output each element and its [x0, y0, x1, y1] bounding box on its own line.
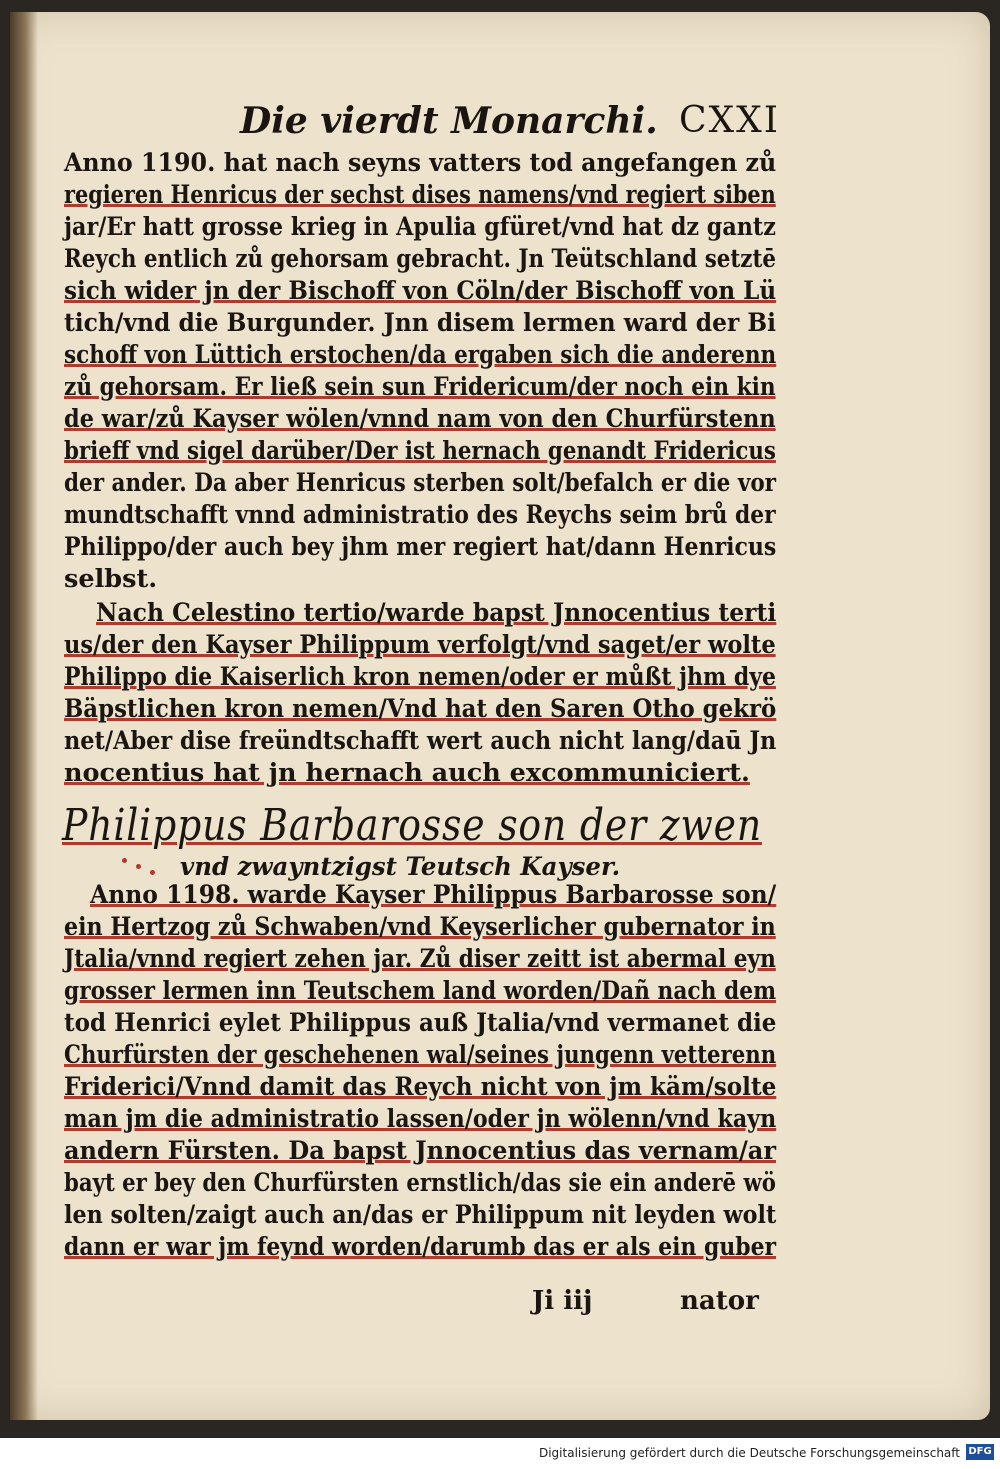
- text-line: der ander. Da aber Henricus sterben solt/befalch er die vor: [64, 468, 777, 498]
- text-line: Friderici/Vnnd damit das Reych nicht von jm käm/solte: [64, 1072, 777, 1102]
- text-line: brieff vnd sigel darüber/Der ist hernach genandt Fridericus: [64, 436, 776, 466]
- text-line: jar/Er hatt grosse krieg in Apulia gfüret/vnd hat dz gantz: [64, 212, 776, 242]
- text-line: schoff von Lüttich erstochen/da ergaben sich die anderenn: [64, 340, 777, 370]
- text-line: selbst.: [64, 564, 158, 594]
- footer-bar: [0, 1438, 1000, 1469]
- text-line: sich wider jn der Bischoff von Cöln/der Bischoff von Lü: [64, 276, 777, 306]
- text-line: Nach Celestino tertio/warde bapst Jnnocentius terti: [96, 598, 777, 628]
- dfg-logo-icon: DFG: [966, 1444, 994, 1460]
- text-line: bayt er bey den Churfürsten ernstlich/das sie ein anderē wö: [64, 1168, 776, 1198]
- text-line: tod Henrici eylet Philippus auß Jtalia/vnd vermanet die: [64, 1008, 777, 1038]
- text-line: Anno 1198. warde Kayser Philippus Barbarosse son/: [90, 880, 777, 910]
- catchword: nator: [680, 1286, 759, 1316]
- text-line: de war/zů Kayser wölen/vnnd nam von den Churfürstenn: [64, 404, 776, 434]
- red-ink-dot: [136, 864, 141, 869]
- text-line: len solten/zaigt auch an/das er Philippum nit leyden wolt: [64, 1200, 777, 1230]
- text-line: Jtalia/vnnd regiert zehen jar. Zů diser zeitt ist abermal eyn: [64, 944, 776, 974]
- folio-number: CXXI: [678, 100, 780, 141]
- text-line: Philippo/der auch bey jhm mer regiert hat/dann Henricus: [64, 532, 777, 562]
- funding-credit: Digitalisierung gefördert durch die Deutsche Forschungsgemeinschaft: [538, 1446, 960, 1460]
- text-line: ein Hertzog zů Schwaben/vnd Keyserlicher gubernator in: [64, 912, 776, 942]
- running-header: [240, 100, 780, 150]
- text-line: dann er war jm feynd worden/darumb das er als ein guber: [64, 1232, 777, 1262]
- text-line: us/der den Kayser Philippum verfolgt/vnd saget/er wolte: [64, 630, 776, 660]
- text-line: net/Aber dise freündtschafft wert auch nicht lang/daū Jn: [64, 726, 777, 756]
- text-line: man jm die administratio lassen/oder jn wölenn/vnd kayn: [64, 1104, 777, 1134]
- text-line: mundtschafft vnnd administratio des Reychs seim brů der: [64, 500, 776, 530]
- signature-mark: Ji iij: [532, 1286, 593, 1316]
- text-line: grosser lermen inn Teutschem land worden/Dañ nach dem: [64, 976, 777, 1006]
- chapter-heading: Philippus Barbarosse son der zwen: [62, 800, 762, 851]
- text-line: andern Fürsten. Da bapst Jnnocentius das vernam/ar: [64, 1136, 777, 1166]
- text-line: Churfürsten der geschehenen wal/seines jungenn vetterenn: [64, 1040, 777, 1070]
- text-line: zů gehorsam. Er ließ sein sun Fridericum/der noch ein kin: [64, 372, 776, 402]
- red-ink-dot: [150, 870, 155, 875]
- text-line: tich/vnd die Burgunder. Jnn disem lermen ward der Bi: [64, 308, 777, 338]
- red-ink-dot: [122, 858, 127, 863]
- text-line: nocentius hat jn hernach auch excommuniciert.: [64, 758, 750, 788]
- text-line: Reych entlich zů gehorsam gebracht. Jn Teütschland setztē: [64, 244, 776, 274]
- text-line: Philippo die Kaiserlich kron nemen/oder er můßt jhm dye: [64, 662, 776, 692]
- running-title: Die vierdt Monarchi.: [240, 100, 658, 142]
- page-gutter-shadow: [10, 12, 38, 1420]
- chapter-subheading: vnd zwayntzigst Teutsch Kayser.: [180, 852, 621, 881]
- text-line: Bäpstlichen kron nemen/Vnd hat den Saren Otho gekrö: [64, 694, 777, 724]
- text-line: Anno 1190. hat nach seyns vatters tod angefangen zů: [64, 148, 777, 178]
- text-line: regieren Henricus der sechst dises namens/vnd regiert siben: [64, 180, 776, 210]
- text-block-lower: [64, 880, 776, 1300]
